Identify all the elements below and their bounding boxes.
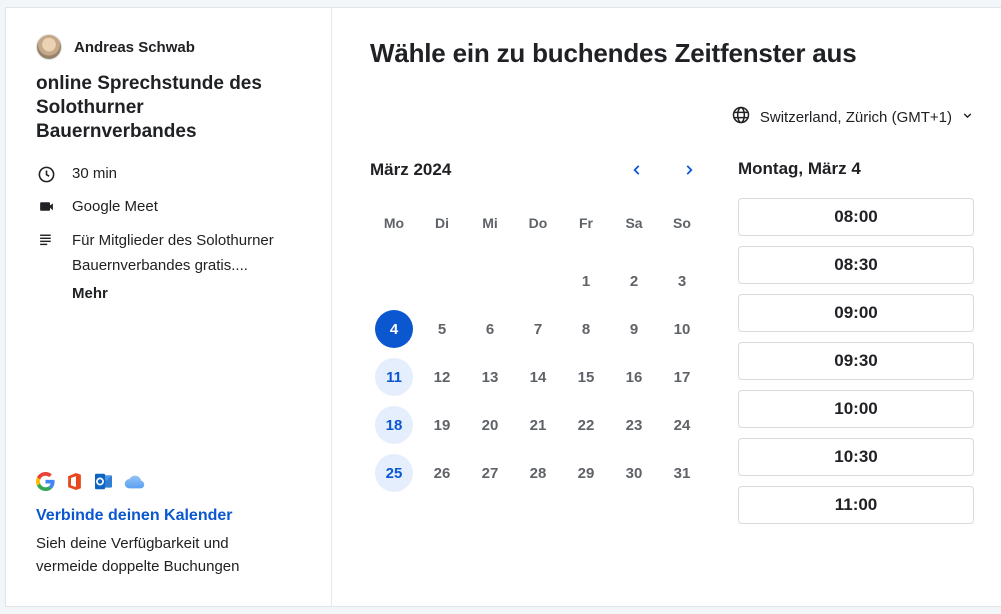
calendar-day: 3 [677,272,687,290]
weekday-label: Do [528,215,548,231]
calendar-day: 2 [629,272,639,290]
calendar-day: 15 [577,368,595,386]
event-title: online Sprechstunde des Solothurner Bauernverbandes [36,73,262,142]
weekday-label: So [673,215,691,231]
calendar-day: 28 [529,464,547,482]
calendar-day: 24 [673,416,691,434]
timezone-label: Switzerland, Zürich (GMT+1) [759,108,952,126]
empty-day-cell [514,257,562,305]
time-slot-button[interactable]: 08:00 [738,198,974,236]
calendar-day: 6 [485,320,495,338]
weekday-label: Sa [625,215,643,231]
description-text: Für Mitglieder des Solothurner Bauernverbandes gratis.... [72,232,274,274]
calendar-day: 14 [529,368,547,386]
weekday-label: Mo [383,215,405,231]
calendar-day: 20 [481,416,499,434]
time-slot-button[interactable]: 10:00 [738,390,974,428]
calendar-day: 26 [433,464,451,482]
time-slot-button[interactable]: 09:00 [738,294,974,332]
outlook-icon [94,473,113,495]
calendar-day: 21 [529,416,547,434]
google-calendar-icon [36,472,55,496]
office365-icon [66,472,83,496]
globe-icon [731,105,751,129]
calendar-day: 16 [625,368,643,386]
calendar-day[interactable]: 18 [370,401,418,449]
calendar-day: 7 [533,320,543,338]
description-row [36,228,305,306]
calendar-day[interactable]: 11 [370,353,418,401]
location-row [36,195,305,219]
calendar-day: 10 [673,320,691,338]
more-link[interactable]: Mehr [72,285,108,302]
weekday-label: Di [435,215,449,231]
timezone-selector[interactable] [731,105,974,129]
slot-picker [370,159,974,534]
duration-text: 30 min [72,165,118,182]
connect-calendar-link[interactable]: Verbinde deinen Kalender [36,507,233,524]
empty-day-cell [466,257,514,305]
time-slot-button[interactable]: 11:00 [738,486,974,524]
time-slots-panel [738,159,974,534]
icloud-icon [124,475,145,494]
description-icon [36,228,56,306]
prev-month-button[interactable] [624,161,650,179]
empty-day-cell [418,257,466,305]
calendar-day: 13 [481,368,499,386]
calendar-day: 29 [577,464,595,482]
clock-icon [36,162,56,186]
event-details [36,162,305,315]
selected-day-label: Montag, März 4 [738,159,861,178]
booking-card [5,7,1001,607]
calendar-day: 30 [625,464,643,482]
videocam-icon [36,195,56,219]
calendar-day: 12 [433,368,451,386]
calendar-day: 31 [673,464,691,482]
weekday-label: Fr [579,215,593,231]
timezone-row [370,105,974,129]
date-grid [370,257,706,497]
calendar-day: 8 [581,320,591,338]
month-label: März 2024 [370,160,452,179]
calendar-day: 23 [625,416,643,434]
connect-description: Sieh deine Verfügbarkeit und vermeide doppelte Buchungen [36,535,240,575]
calendar-provider-icons [36,474,305,494]
time-slot-button[interactable]: 08:30 [738,246,974,284]
time-slot-button[interactable]: 10:30 [738,438,974,476]
calendar-header [370,159,706,181]
sidebar-spacer [36,315,305,474]
calendar-day: 9 [629,320,639,338]
weekday-label: Mi [482,215,498,231]
page-title: Wähle ein zu buchendes Zeitfenster aus [370,38,857,68]
sidebar [6,8,332,606]
booking-main [332,8,1001,606]
host-profile [36,34,305,60]
weekday-row [370,215,706,235]
calendar-day: 19 [433,416,451,434]
avatar [36,34,62,60]
calendar-day: 22 [577,416,595,434]
time-slot-button[interactable]: 09:30 [738,342,974,380]
calendar [370,159,706,534]
chevron-down-icon [961,109,974,126]
next-month-button[interactable] [676,161,702,179]
calendar-day-selected[interactable]: 4 [370,305,418,353]
calendar-day: 1 [581,272,591,290]
empty-day-cell [370,257,418,305]
calendar-day: 17 [673,368,691,386]
duration-row [36,162,305,186]
slot-list [738,198,974,524]
calendar-day[interactable]: 25 [370,449,418,497]
location-text: Google Meet [72,198,158,215]
host-name: Andreas Schwab [74,38,195,56]
calendar-day: 27 [481,464,499,482]
calendar-day: 5 [437,320,447,338]
